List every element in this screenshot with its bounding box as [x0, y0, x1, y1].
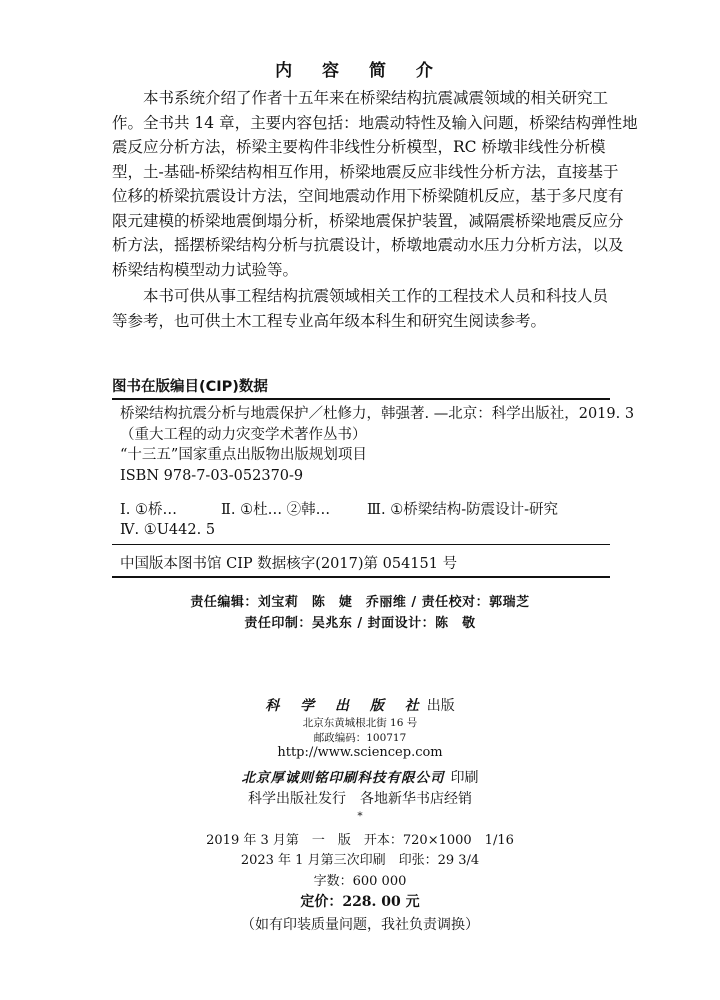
classification-row: [120, 520, 610, 540]
publisher-address: 北京东黄城根北街 16 号: [302, 717, 418, 729]
cip-classification: [120, 500, 610, 540]
summary-line: 位移的桥梁抗震设计方法，空间地震动作用下桥梁随机反应，基于多尺度有: [112, 187, 624, 205]
summary-line: 桥梁结构模型动力试验等。: [112, 260, 299, 279]
cip-line: “十三五”国家重点出版物出版规划项目: [120, 447, 367, 463]
summary-line: 析方法，摇摆桥梁结构分析与抗震设计，桥墩地震动水压力分析方法，以及: [112, 236, 624, 254]
classification-item: Ⅱ. ①杜… ②韩…: [221, 502, 331, 518]
word-count: 字数：600 000: [313, 874, 407, 889]
cip-middle-rule: [112, 544, 610, 545]
cip-heading: 图书在版编目(CIP)数据: [112, 379, 268, 395]
printing-line: 2023 年 1 月第三次印刷 印张：29 3/4: [240, 853, 480, 868]
summary-line: 限元建模的桥梁地震倒塌分析，桥梁地震保护装置，减隔震桥梁地震反应分: [112, 211, 624, 230]
summary-line: 本书系统介绍了作者十五年来在桥梁结构抗震减震领域的相关研究工: [143, 89, 609, 107]
printer-logo: 北京厚诚则铭印刷科技有限公司: [241, 770, 445, 786]
edition-line: 2019 年 3 月第 一 版 开本：720×1000 1/16: [206, 833, 514, 848]
distribution-line: 科学出版社发行 各地新华书店经销: [248, 791, 472, 807]
printer-line: [0, 766, 720, 787]
cip-line: （重大工程的动力灾变学术著作丛书）: [120, 426, 367, 443]
summary-line: 作。全书共 14 章，主要内容包括：地震动特性及输入问题，桥梁结构弹性地: [112, 113, 638, 132]
cip-check-number: 中国版本图书馆 CIP 数据核字(2017)第 054151 号: [120, 556, 458, 572]
page-title: 内 容 简 介: [275, 61, 445, 81]
price-value: 228. 00 元: [342, 894, 420, 910]
separator-mark: *: [357, 810, 363, 822]
classification-item: Ⅳ. ①U442. 5: [120, 522, 216, 538]
publisher-postcode: 邮政编码：100717: [313, 732, 407, 744]
cip-line: 桥梁结构抗震分析与地震保护／杜修力，韩强著. —北京：科学出版社，2019. 3: [120, 406, 635, 422]
price-line: [0, 891, 720, 911]
price-label: 定价：: [300, 894, 343, 910]
cip-top-rule: [112, 398, 610, 400]
summary-paragraph-2: [112, 284, 610, 333]
quality-notice: （如有印装质量问题，我社负责调换）: [241, 917, 479, 933]
cip-line: ISBN 978-7-03-052370-9: [120, 467, 304, 484]
classification-item: Ⅲ. ①桥梁结构-防震设计-研究: [367, 502, 558, 518]
credits-production: 责任印制：吴兆东 / 封面设计：陈 敬: [244, 616, 476, 631]
publisher-line: [0, 695, 720, 715]
cip-bottom-rule: [112, 576, 610, 578]
classification-row: [120, 500, 610, 520]
printer-suffix: 印刷: [450, 770, 479, 786]
credits-editors: 责任编辑：刘宝莉 陈 婕 乔丽维 / 责任校对：郭瑞芝: [190, 595, 530, 610]
summary-line: 本书可供从事工程结构抗震领域相关工作的工程技术人员和科技人员: [143, 287, 609, 305]
cip-record: [120, 404, 635, 486]
summary-line: 型，土-基础-桥梁结构相互作用，桥梁地震反应非线性分析方法，直接基于: [112, 162, 619, 181]
publisher-url: http://www.sciencep.com: [277, 745, 443, 760]
summary-line: 震反应分析方法，桥梁主要构件非线性分析模型，RC 桥墩非线性分析模: [112, 138, 606, 156]
publisher-suffix: 出版: [426, 698, 455, 714]
summary-line: 等参考，也可供土木工程专业高年级本科生和研究生阅读参考。: [112, 311, 547, 330]
summary-paragraph-1: [112, 86, 638, 282]
publisher-logo: 科 学 出 版 社: [265, 698, 427, 714]
classification-item: Ⅰ. ①桥…: [120, 502, 177, 518]
